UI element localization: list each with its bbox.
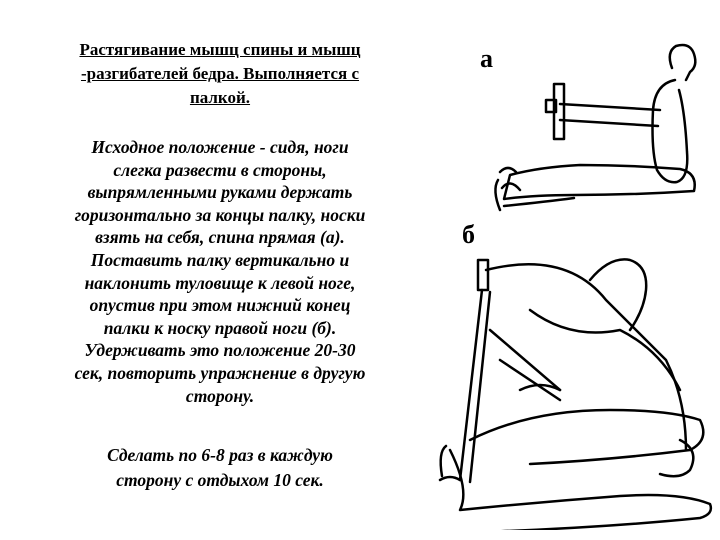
description-line: опустив при этом нижний конец [89,295,351,316]
figure-b-illustration [430,240,720,530]
description-line: Поставить палку вертикально и [90,249,350,270]
title-line: палкой. [189,88,251,107]
repetition-note [10,443,430,493]
note-line: Сделать по 6-8 раз в каждую [107,445,333,465]
description-line: взять на себя, спина прямая (а). [95,227,345,248]
title-line: Растягивание мышц спины и мышц [79,40,361,59]
description-line: горизонтально за концы палку, носки [74,204,366,225]
description-line: сек, повторить упражнение в другую [74,362,366,383]
description-line: наклонить туловище к левой ноге, [84,272,356,293]
slide-title [20,38,420,110]
note-line: сторону с отдыхом 10 сек. [116,470,324,490]
description-line: палки к носку правой ноги (б). [103,317,337,338]
title-line: -разгибателей бедра. Выполняется с [80,64,360,83]
description-line: выпрямленными руками держать [87,182,353,203]
description-line: Удерживать это положение 20-30 [84,340,356,361]
figure-label-a: а [480,44,493,73]
description-line: сторону. [185,385,255,406]
figure-a-illustration [490,40,710,220]
description-line: Исходное положение - сидя, ноги [91,137,349,157]
description-line: слегка развести в стороны, [113,159,327,180]
exercise-description [10,136,430,407]
figure-label-b: б [462,220,475,249]
